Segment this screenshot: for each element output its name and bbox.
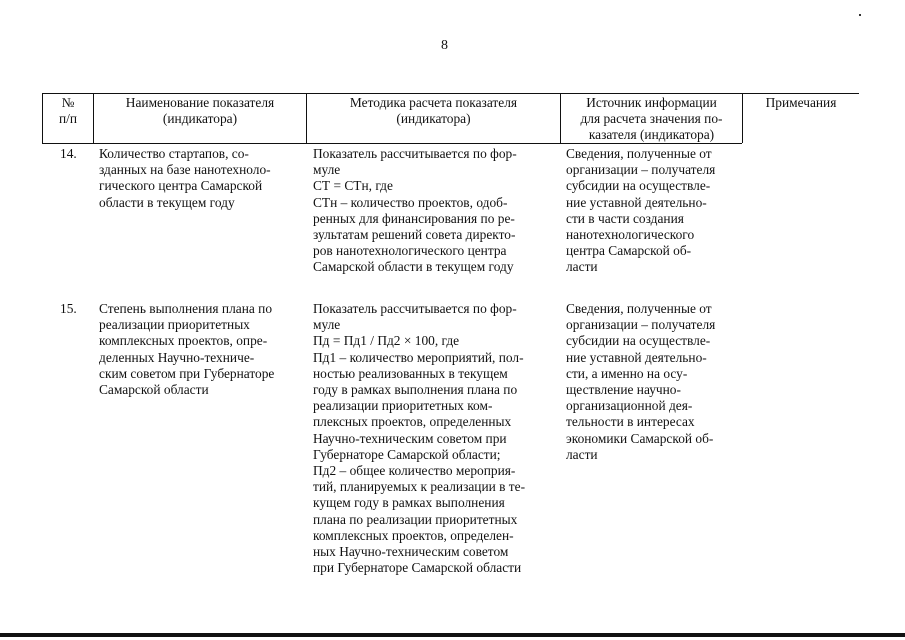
cell-line: Показатель рассчитывается по фор- (313, 301, 517, 316)
header-number (43, 95, 93, 127)
information-source-cell (566, 301, 742, 463)
scan-artifact (859, 14, 861, 16)
cell-line: ров нанотехнологического центра (313, 243, 507, 259)
cell-line: субсидии на осуществле- (566, 178, 711, 194)
cell-line: комплексных проектов, опре- (99, 333, 268, 349)
cell-line: нанотехнологического (566, 227, 695, 243)
cell-line: Сведения, полученные от (566, 146, 712, 161)
cell-line: ществление научно- (566, 382, 681, 398)
cell-line: ренных для финансирования по ре- (313, 210, 515, 226)
header-calculation-method (307, 95, 560, 127)
cell-line: реализации приоритетных (99, 317, 250, 333)
cell-line: ласти (566, 259, 598, 275)
header-information-source (561, 95, 742, 144)
cell-line: Пд = Пд1 / Пд2 × 100, где (313, 333, 460, 349)
header-top-border (42, 93, 859, 94)
cell-line: деленных Научно-техниче- (99, 349, 255, 365)
cell-line: ных Научно-техническим советом (313, 544, 509, 560)
bottom-scan-border (0, 633, 905, 637)
cell-line: реализации приоритетных ком- (313, 398, 493, 414)
cell-line: Количество стартапов, со- (99, 146, 249, 161)
cell-line: экономики Самарской об- (566, 430, 714, 446)
cell-line: ским советом при Губернаторе (99, 365, 275, 381)
cell-line: Самарской области в текущем году (313, 259, 514, 275)
cell-line: тельности в интересах (566, 414, 695, 430)
cell-line: комплексных проектов, определен- (313, 527, 514, 543)
cell-line: Губернаторе Самарской области; (313, 446, 501, 462)
cell-line: сти, а именно на осу- (566, 365, 688, 381)
cell-line: тий, планируемых к реализации в те- (313, 479, 526, 495)
header-line: Источник информации (586, 95, 717, 110)
header-line: Примечания (765, 95, 837, 110)
cell-line: СТ = СТн, где (313, 178, 393, 194)
cell-line: Пд2 – общее количество мероприя- (313, 463, 516, 479)
cell-line: Сведения, полученные от (566, 301, 712, 316)
cell-line: Научно-техническим советом при (313, 430, 507, 446)
cell-line: ние уставной деятельно- (566, 349, 707, 365)
row-number: 15. (60, 301, 77, 316)
cell-line: области в текущем году (99, 194, 235, 210)
header-line: для расчета значения по- (580, 111, 723, 127)
cell-line: Самарской области (99, 382, 209, 398)
indicator-name-cell (99, 301, 304, 398)
cell-line: ние уставной деятельно- (566, 194, 707, 210)
cell-line: субсидии на осуществле- (566, 333, 711, 349)
header-line: п/п (58, 111, 78, 127)
indicator-name-cell (99, 146, 304, 211)
cell-line: муле (313, 162, 341, 178)
cell-line: организации – получателя (566, 162, 716, 178)
header-indicator-name (94, 95, 306, 127)
calculation-method-cell (313, 301, 559, 576)
cell-line: организационной дея- (566, 398, 693, 414)
cell-line: году в рамках выполнения плана по (313, 382, 518, 398)
cell-line: центра Самарской об- (566, 243, 692, 259)
cell-line: муле (313, 317, 341, 333)
cell-line: плексных проектов, определенных (313, 414, 512, 430)
cell-line: Степень выполнения плана по (99, 301, 273, 316)
header-line: (индикатора) (162, 111, 238, 127)
cell-line: гического центра Самарской (99, 178, 263, 194)
information-source-cell (566, 146, 742, 276)
calculation-method-cell (313, 146, 559, 276)
header-line: казателя (индикатора) (588, 127, 715, 143)
page-number: 8 (441, 38, 448, 53)
header-notes (743, 95, 859, 111)
cell-line: организации – получателя (566, 317, 716, 333)
cell-line: кущем году в рамках выполнения (313, 495, 505, 511)
header-line: № (61, 95, 75, 110)
header-line: Наименование показателя (125, 95, 275, 110)
cell-line: при Губернаторе Самарской области (313, 560, 522, 576)
cell-line: СТн – количество проектов, одоб- (313, 194, 508, 210)
cell-line: зданных на базе нанотехноло- (99, 162, 271, 178)
header-line: Методика расчета показателя (349, 95, 518, 110)
cell-line: Пд1 – количество мероприятий, пол- (313, 349, 524, 365)
row-number: 14. (60, 146, 77, 161)
cell-line: ласти (566, 446, 598, 462)
header-line: (индикатора) (396, 111, 471, 127)
cell-line: ностью реализованных в текущем (313, 365, 508, 381)
cell-line: Показатель рассчитывается по фор- (313, 146, 517, 161)
cell-line: зультатам решений совета директо- (313, 227, 516, 243)
cell-line: сти в части создания (566, 210, 684, 226)
cell-line: плана по реализации приоритетных (313, 511, 518, 527)
